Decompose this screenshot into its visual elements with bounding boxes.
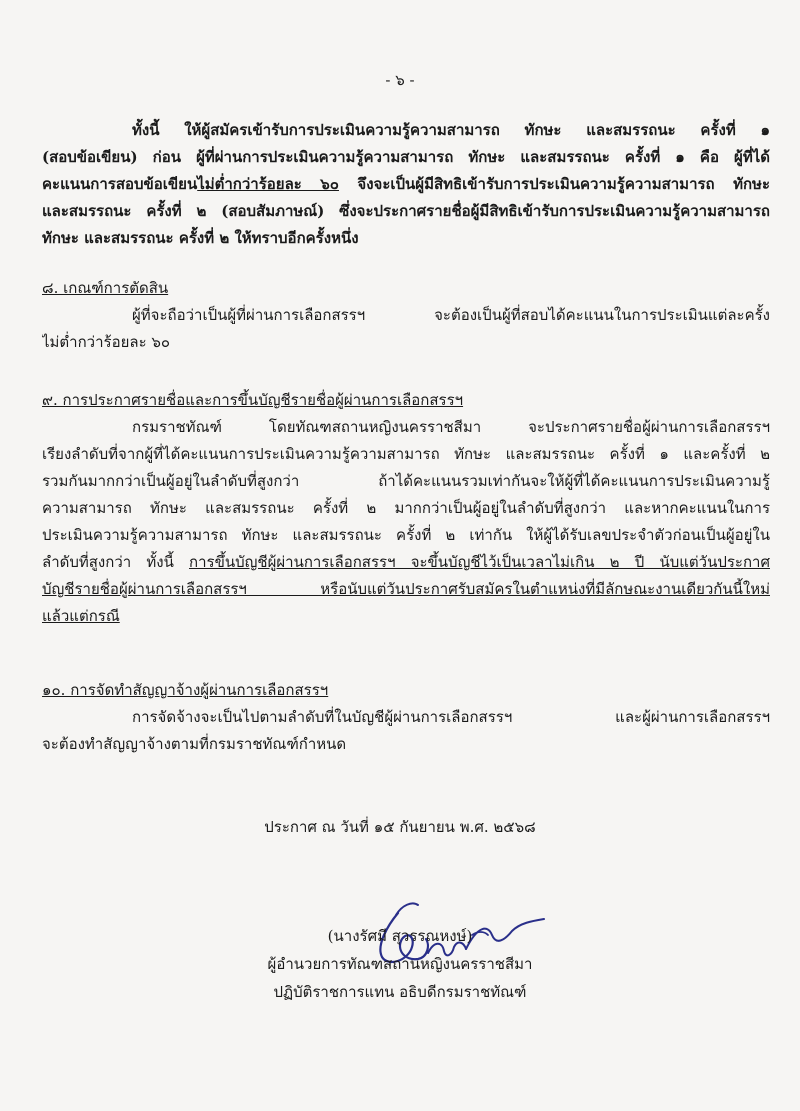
signer-position: ผู้อำนวยการทัณฑสถานหญิงนครราชสีมา <box>267 955 533 973</box>
signature-block <box>0 922 800 1006</box>
text-line <box>42 549 770 576</box>
text-line: (สอบข้อเขียน) ก่อน ผู้ที่ผ่านการประเมินความรู้ความสามารถ ทักษะ และสมรรถนะ ครั้งที่ ๑ คือ ผู้ที่ได้ <box>42 148 770 166</box>
text-line <box>42 171 770 198</box>
underlined-text: ไม่ต่ำกว่าร้อยละ ๖๐ <box>197 175 339 193</box>
text-line: รวมกันมากกว่าเป็นผู้อยู่ในลำดับที่สูงกว่า ถ้าได้คะแนนรวมเท่ากันจะให้ผู้ที่ได้คะแนนการประเมินความรู้ <box>42 472 770 490</box>
signer-name: (นางรัศมี สุวรรณหงษ์) <box>327 927 473 945</box>
intro-paragraph <box>42 117 770 252</box>
text-line: จะต้องทำสัญญาจ้างตามที่กรมราชทัณฑ์กำหนด <box>42 735 347 753</box>
signer-acting: ปฏิบัติราชการแทน อธิบดีกรมราชทัณฑ์ <box>273 983 527 1001</box>
text-span: จึงจะเป็นผู้มีสิทธิเข้ารับการประเมินความรู้ความสามารถ ทักษะ <box>338 175 770 193</box>
section-10 <box>42 677 770 758</box>
heading-text: ๙. การประกาศรายชื่อและการขึ้นบัญชีรายชื่อผู้ผ่านการเลือกสรรฯ <box>42 391 464 409</box>
text-line: ทักษะ และสมรรถนะ ครั้งที่ ๒ ให้ทราบอีกครั้งหนึ่ง <box>42 229 359 247</box>
heading-text: ๘. เกณฑ์การตัดสิน <box>42 279 169 297</box>
text-span: คะแนนการสอบข้อเขียน <box>42 175 198 193</box>
announce-date: ประกาศ ณ วันที่ ๑๕ กันยายน พ.ศ. ๒๕๖๘ <box>264 818 536 836</box>
text-line: การจัดจ้างจะเป็นไปตามลำดับที่ในบัญชีผู้ผ่านการเลือกสรรฯ และผู้ผ่านการเลือกสรรฯ <box>132 708 770 726</box>
page-number: - ๖ - <box>385 71 415 89</box>
text-line: และสมรรถนะ ครั้งที่ ๒ (สอบสัมภาษณ์) ซึ่งจะประกาศรายชื่อผู้มีสิทธิเข้ารับการประเมินความรู้ความสามารถ <box>42 202 770 220</box>
text-line: ประเมินความรู้ความสามารถ ทักษะ และสมรรถนะ ครั้งที่ ๒ เท่ากัน ให้ผู้ได้รับเลขประจำตัวก่อนเป็นผู้อยู่ใน <box>42 526 770 544</box>
section-heading <box>42 387 770 414</box>
text-line <box>42 603 770 630</box>
section-heading <box>42 677 770 704</box>
text-line: บัญชีรายชื่อผู้ผ่านการเลือกสรรฯ หรือนับแต่วันประกาศรับสมัครในตำแหน่งที่มีลักษณะงานเดียวกันนี้ใหม่ <box>42 580 770 598</box>
text-span: ลำดับที่สูงกว่า ทั้งนี้ <box>42 553 190 571</box>
section-heading <box>42 275 770 302</box>
section-9 <box>42 387 770 630</box>
underlined-text: การขึ้นบัญชีผู้ผ่านการเลือกสรรฯ จะขึ้นบัญชีไว้เป็นเวลาไม่เกิน ๒ ปี นับแต่วันประกาศ <box>189 553 770 571</box>
underlined-text: แล้วแต่กรณี <box>42 607 120 625</box>
text-line: ทั้งนี้ ให้ผู้สมัครเข้ารับการประเมินความรู้ความสามารถ ทักษะ และสมรรถนะ ครั้งที่ ๑ <box>132 121 770 139</box>
text-line: ไม่ต่ำกว่าร้อยละ ๖๐ <box>42 333 171 351</box>
section-8 <box>42 275 770 356</box>
text-line: กรมราชทัณฑ์ โดยทัณฑสถานหญิงนครราชสีมา จะประกาศรายชื่อผู้ผ่านการเลือกสรรฯ <box>132 418 770 436</box>
heading-text: ๑๐. การจัดทำสัญญาจ้างผู้ผ่านการเลือกสรรฯ <box>42 681 329 699</box>
text-line: เรียงลำดับที่จากผู้ที่ได้คะแนนการประเมินความรู้ความสามารถ ทักษะ และสมรรถนะ ครั้งที่ ๑ และครั้งที่ ๒ <box>42 445 770 463</box>
text-line: ความสามารถ ทักษะ และสมรรถนะ ครั้งที่ ๒ มากกว่าเป็นผู้อยู่ในลำดับที่สูงกว่า และหากคะแนนในการ <box>42 499 770 517</box>
text-line: ผู้ที่จะถือว่าเป็นผู้ที่ผ่านการเลือกสรรฯ จะต้องเป็นผู้ที่สอบได้คะแนนในการประเมินแต่ละครั้ง <box>132 306 770 324</box>
